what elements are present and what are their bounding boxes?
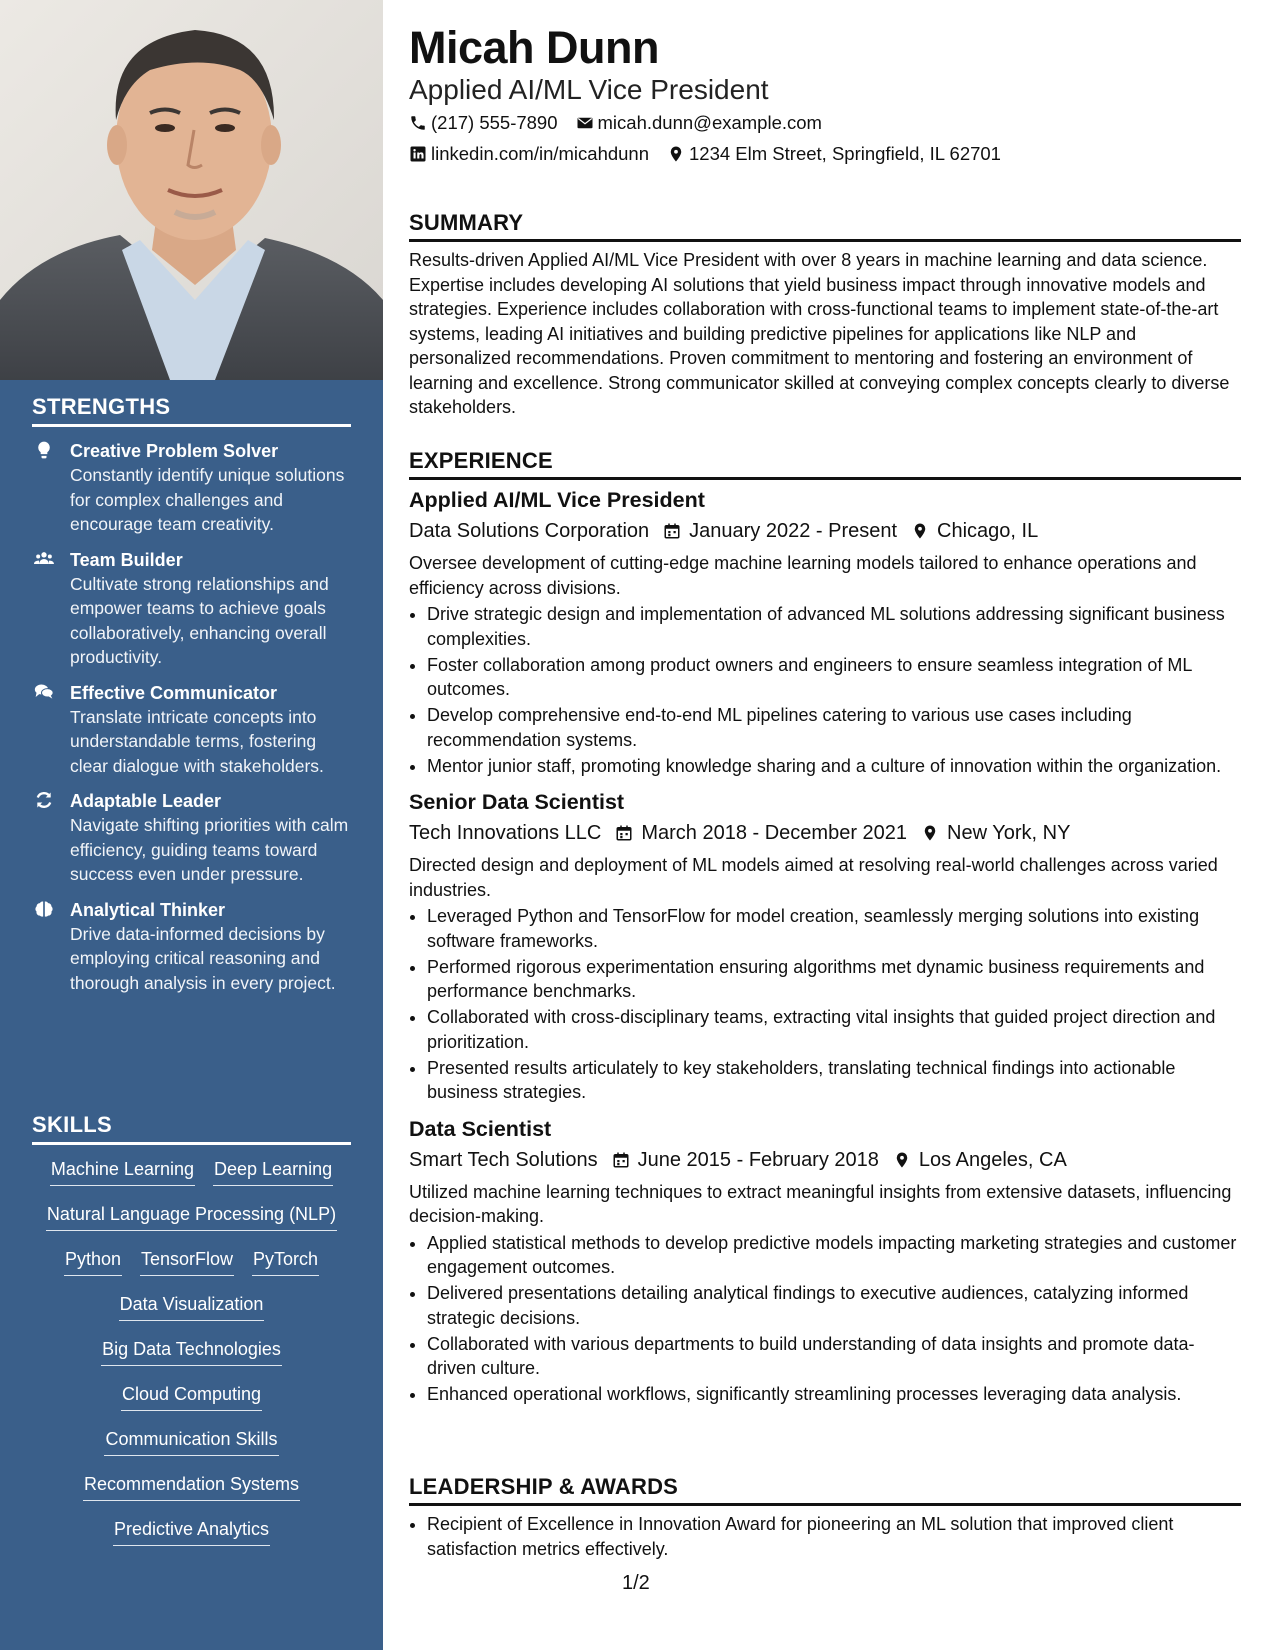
- skill-tag: Data Visualization: [119, 1292, 265, 1321]
- envelope-icon: [576, 114, 594, 132]
- sync-icon: [32, 790, 56, 810]
- summary-section: [409, 210, 1241, 420]
- strength-description: Navigate shifting priorities with calm efficiency, guiding teams toward success even under pressure.: [70, 815, 349, 884]
- strengths-section: [32, 394, 351, 995]
- job-location: Los Angeles, CA: [918, 1148, 1067, 1171]
- job-dates: January 2022 - Present: [689, 520, 898, 542]
- experience-section: [409, 448, 1241, 1408]
- bullet-item: • Develop comprehensive end-to-end ML pipelines catering to various use cases including recommendation systems.: [427, 703, 1241, 752]
- strength-title: Team Builder: [70, 549, 183, 570]
- award-bullets: [409, 1512, 1241, 1561]
- job-title: Data Scientist: [409, 1116, 552, 1141]
- map-marker-icon: [921, 824, 939, 842]
- skills-heading: SKILLS: [32, 1112, 351, 1145]
- linkedin-icon: [409, 145, 427, 163]
- strength-title: Effective Communicator: [70, 682, 278, 703]
- map-marker-icon: [667, 145, 685, 163]
- bullet-item: • Collaborated with various departments to build understanding of data insights and promote data-driven culture.: [427, 1332, 1241, 1381]
- skill-tag: Deep Learning: [213, 1157, 333, 1186]
- sidebar: [0, 0, 383, 1650]
- strength-item: [32, 898, 351, 996]
- skill-tag: Machine Learning: [50, 1157, 195, 1186]
- linkedin-contact[interactable]: [409, 143, 649, 165]
- calendar-icon: [663, 522, 681, 540]
- bullet-item: • Enhanced operational workflows, significantly streamlining processes leveraging data analysis.: [427, 1382, 1241, 1407]
- job-entry: [409, 486, 1241, 778]
- comments-icon: [32, 682, 56, 702]
- job-dates: June 2015 - February 2018: [637, 1148, 879, 1171]
- bullet-item: • Recipient of Excellence in Innovation Award for pioneering an ML solution that improved client satisfaction metrics effectively.: [427, 1512, 1241, 1561]
- job-location: Chicago, IL: [937, 520, 1039, 542]
- contact-row: [409, 143, 1001, 165]
- company-name: Data Solutions Corporation: [409, 520, 650, 542]
- email-contact[interactable]: [576, 112, 822, 134]
- job-title: Senior Data Scientist: [409, 790, 625, 814]
- awards-section: [409, 1474, 1241, 1563]
- job-dates: March 2018 - December 2021: [641, 822, 908, 844]
- job-description: Utilized machine learning techniques to extract meaningful insights from extensive datasets, influencing decision-making.: [409, 1181, 1232, 1226]
- email-address[interactable]: micah.dunn@example.com: [597, 112, 822, 133]
- page-number: 1/2: [622, 1572, 650, 1594]
- strength-description: Translate intricate concepts into understandable terms, fostering clear dialogue with stakeholders.: [70, 706, 324, 776]
- job-description: Oversee development of cutting-edge machine learning models tailored to enhance operations and efficiency across divisions.: [409, 553, 1197, 598]
- summary-text: Results-driven Applied AI/ML Vice President with over 8 years in machine learning and data science. Expertise includes developing AI solutions that yield business impact through innovative models and strategies. Experience includes collaboration with cross-functional teams to implement state-of-the-art systems, leading AI initiatives and building predictive pipelines for applications like NLP and personalized recommendations. Proven commitment to mentoring and fostering an environment of learning and excellence. Strong communicator skilled at conveying complex concepts clearly to diverse stakeholders.: [409, 250, 1230, 417]
- strength-title: Analytical Thinker: [70, 899, 226, 920]
- contact-row: [409, 112, 822, 134]
- job-bullets: [409, 1231, 1241, 1407]
- phone-number: (217) 555-7890: [431, 112, 558, 133]
- awards-heading: LEADERSHIP & AWARDS: [409, 1474, 1241, 1506]
- address-text: 1234 Elm Street, Springfield, IL 62701: [689, 143, 1001, 164]
- skill-tag: Communication Skills: [104, 1427, 278, 1456]
- candidate-title: Applied AI/ML Vice President: [409, 74, 769, 105]
- job-meta: [409, 818, 1241, 848]
- job-bullets: [409, 602, 1241, 778]
- strength-description: Constantly identify unique solutions for complex challenges and encourage team creativity.: [70, 465, 345, 534]
- strength-item: [32, 789, 351, 887]
- skills-section: [32, 1112, 351, 1562]
- profile-photo: [0, 0, 383, 380]
- job-entry: [409, 788, 1241, 1105]
- strengths-heading: STRENGTHS: [32, 394, 351, 427]
- strength-title: Adaptable Leader: [70, 791, 222, 811]
- bullet-item: • Applied statistical methods to develop predictive models impacting marketing strategies and customer engagement outcomes.: [427, 1231, 1241, 1280]
- phone-icon: [409, 114, 427, 132]
- skill-tag: Natural Language Processing (NLP): [46, 1202, 337, 1231]
- bullet-item: • Drive strategic design and implementation of advanced ML solutions addressing significant business complexities.: [427, 602, 1241, 651]
- phone-contact: [409, 112, 558, 134]
- map-marker-icon: [911, 522, 929, 540]
- bullet-item: • Performed rigorous experimentation ensuring algorithms met dynamic business requirements and performance benchmarks.: [427, 955, 1241, 1004]
- job-meta: [409, 516, 1241, 546]
- brain-icon: [32, 899, 56, 919]
- linkedin-url[interactable]: linkedin.com/in/micahdunn: [431, 143, 650, 164]
- job-description: Directed design and deployment of ML models aimed at resolving real-world challenges across varied industries.: [409, 855, 1218, 900]
- bullet-item: • Collaborated with cross-disciplinary teams, extracting vital insights that guided project direction and prioritization.: [427, 1005, 1241, 1054]
- strength-title: Creative Problem Solver: [70, 441, 279, 461]
- company-name: Smart Tech Solutions: [409, 1148, 598, 1171]
- map-marker-icon: [893, 1151, 911, 1169]
- calendar-icon: [612, 1151, 630, 1169]
- company-name: Tech Innovations LLC: [409, 822, 602, 844]
- skill-tag: Cloud Computing: [121, 1382, 262, 1411]
- skill-tag: TensorFlow: [140, 1247, 234, 1276]
- lightbulb-icon: [32, 440, 56, 460]
- experience-heading: EXPERIENCE: [409, 448, 1241, 480]
- strength-description: Drive data-informed decisions by employing critical reasoning and thorough analysis in every project.: [70, 923, 336, 993]
- job-entry: [409, 1115, 1241, 1407]
- calendar-icon: [615, 824, 633, 842]
- skill-tag: Python: [64, 1247, 122, 1276]
- job-meta: [409, 1145, 1241, 1175]
- job-title: Applied AI/ML Vice President: [409, 488, 705, 512]
- users-icon: [32, 549, 56, 569]
- job-bullets: [409, 904, 1241, 1105]
- skill-tag: Big Data Technologies: [101, 1337, 282, 1366]
- strength-item: [32, 548, 351, 670]
- strength-item: [32, 681, 351, 779]
- skill-tag: PyTorch: [252, 1247, 319, 1276]
- skills-list: [32, 1157, 351, 1562]
- summary-heading: SUMMARY: [409, 210, 1241, 242]
- bullet-item: • Leveraged Python and TensorFlow for model creation, seamlessly merging solutions into existing software frameworks.: [427, 904, 1241, 953]
- job-location: New York, NY: [947, 822, 1071, 844]
- address-contact: [667, 143, 1001, 165]
- bullet-item: • Presented results articulately to key stakeholders, translating technical findings into actionable business strategies.: [427, 1056, 1241, 1105]
- bullet-item: • Foster collaboration among product owners and engineers to ensure seamless integration of ML outcomes.: [427, 653, 1241, 702]
- strength-description: Cultivate strong relationships and empower teams to achieve goals collaboratively, enhancing overall productivity.: [70, 573, 329, 667]
- skill-tag: Predictive Analytics: [113, 1517, 270, 1546]
- bullet-item: • Delivered presentations detailing analytical findings to executive audiences, catalyzing informed strategic decisions.: [427, 1281, 1241, 1330]
- strength-item: [32, 439, 351, 537]
- bullet-item: • Mentor junior staff, promoting knowledge sharing and a culture of innovation within the organization.: [427, 754, 1241, 779]
- candidate-name: Micah Dunn: [409, 22, 659, 73]
- skill-tag: Recommendation Systems: [83, 1472, 300, 1501]
